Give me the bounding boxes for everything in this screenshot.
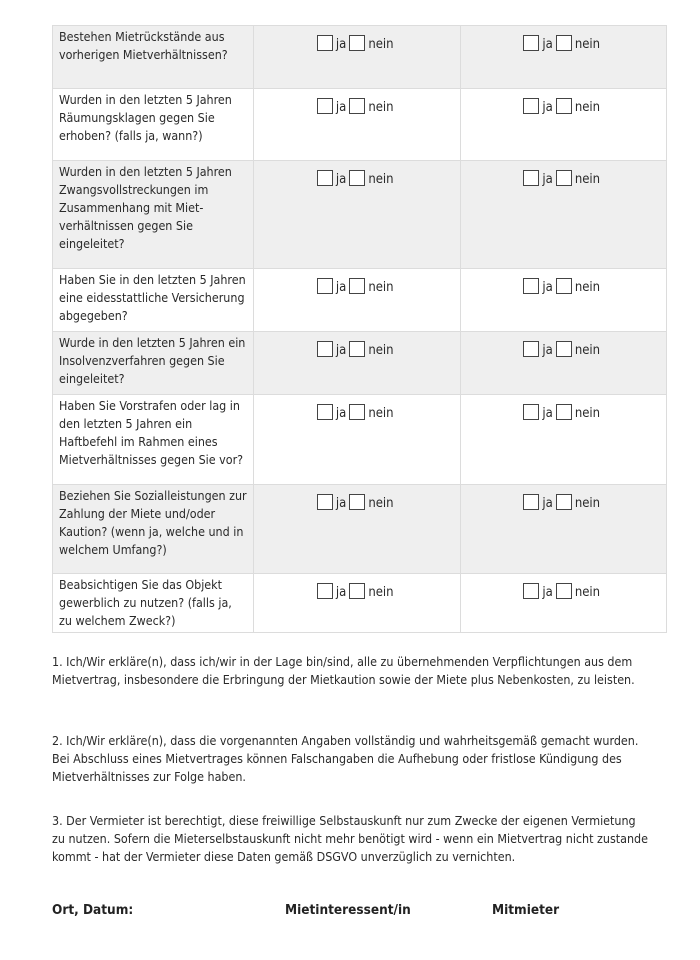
applicant-no-checkbox[interactable] — [349, 278, 365, 294]
co-tenant-answer-cell — [460, 269, 667, 332]
question-text: Beziehen Sie Sozialleistungen zur Zahlung der Miete und/oder Kaution? (wenn ja, welche und in welchem Umfang?) — [53, 485, 254, 574]
applicant-signature-label: Mietinteressent/in — [285, 902, 411, 918]
co-tenant-answer-cell — [460, 26, 667, 89]
yes-label: ja — [335, 496, 347, 511]
applicant-answer-cell — [254, 395, 461, 485]
yes-label: ja — [335, 172, 347, 187]
co-tenant-yes-checkbox[interactable] — [523, 35, 539, 51]
applicant-no-checkbox[interactable] — [349, 341, 365, 357]
applicant-yes-checkbox[interactable] — [317, 404, 333, 420]
table-row — [53, 574, 667, 633]
yes-label: ja — [335, 406, 347, 421]
co-tenant-signature-label: Mitmieter — [492, 902, 560, 918]
questions-table — [52, 25, 667, 633]
applicant-answer-cell — [254, 269, 461, 332]
no-label: nein — [368, 343, 394, 358]
no-label: nein — [574, 496, 601, 511]
declaration-2: 2. Ich/Wir erkläre(n), dass die vorgenannten Angaben vollständig und wahrheitsgemäß gemacht wurden. Bei Abschluss eines Mietvertrages können Falschangaben die Aufhebung oder fristlose Kündigung des Mietverhältnisses zur Folge haben. — [52, 733, 639, 784]
yes-label: ja — [335, 100, 347, 115]
question-text: Beabsichtigen Sie das Objekt gewerblich zu nutzen? (falls ja, zu welchem Zweck?) — [53, 574, 254, 633]
co-tenant-no-checkbox[interactable] — [556, 494, 572, 510]
co-tenant-yes-checkbox[interactable] — [523, 278, 539, 294]
applicant-answer-cell — [254, 332, 461, 395]
applicant-yes-checkbox[interactable] — [317, 35, 333, 51]
table-row — [53, 161, 667, 269]
no-label: nein — [368, 406, 394, 421]
applicant-answer-cell — [254, 89, 461, 161]
applicant-yes-checkbox[interactable] — [317, 98, 333, 114]
yes-label: ja — [542, 496, 553, 511]
co-tenant-yes-checkbox[interactable] — [523, 404, 539, 420]
no-label: nein — [368, 100, 394, 115]
question-text: Haben Sie in den letzten 5 Jahren eine eidesstattliche Versicherung abgegeben? — [53, 269, 254, 332]
applicant-answer-cell — [254, 161, 461, 269]
no-label: nein — [574, 172, 601, 187]
question-text: Wurden in den letzten 5 Jahren Räumungsklagen gegen Sie erhoben? (falls ja, wann?) — [53, 89, 254, 161]
co-tenant-answer-cell — [460, 332, 667, 395]
yes-label: ja — [335, 585, 347, 600]
question-text: Bestehen Mietrückstände aus vorherigen Mietverhältnissen? — [53, 26, 254, 89]
applicant-no-checkbox[interactable] — [349, 98, 365, 114]
yes-label: ja — [335, 343, 347, 358]
no-label: nein — [368, 37, 394, 52]
co-tenant-yes-checkbox[interactable] — [523, 583, 539, 599]
co-tenant-yes-checkbox[interactable] — [523, 494, 539, 510]
co-tenant-answer-cell — [460, 395, 667, 485]
place-date-label: Ort, Datum: — [52, 902, 134, 918]
table-row — [53, 269, 667, 332]
applicant-answer-cell — [254, 485, 461, 574]
co-tenant-yes-checkbox[interactable] — [523, 98, 539, 114]
no-label: nein — [574, 343, 601, 358]
no-label: nein — [574, 585, 601, 600]
table-row — [53, 89, 667, 161]
co-tenant-no-checkbox[interactable] — [556, 341, 572, 357]
co-tenant-no-checkbox[interactable] — [556, 278, 572, 294]
no-label: nein — [574, 37, 601, 52]
question-text: Wurde in den letzten 5 Jahren ein Insolvenzverfahren gegen Sie eingeleitet? — [53, 332, 254, 395]
table-row — [53, 26, 667, 89]
applicant-no-checkbox[interactable] — [349, 170, 365, 186]
co-tenant-no-checkbox[interactable] — [556, 170, 572, 186]
question-text: Wurden in den letzten 5 Jahren Zwangsvollstreckungen im Zusammenhang mit Miet-verhältnissen gegen Sie eingeleitet? — [53, 161, 254, 269]
yes-label: ja — [542, 585, 553, 600]
applicant-yes-checkbox[interactable] — [317, 341, 333, 357]
co-tenant-no-checkbox[interactable] — [556, 404, 572, 420]
applicant-yes-checkbox[interactable] — [317, 170, 333, 186]
applicant-answer-cell — [254, 574, 461, 633]
yes-label: ja — [542, 406, 553, 421]
co-tenant-answer-cell — [460, 89, 667, 161]
yes-label: ja — [542, 172, 553, 187]
co-tenant-no-checkbox[interactable] — [556, 35, 572, 51]
yes-label: ja — [335, 37, 347, 52]
declaration-1: 1. Ich/Wir erkläre(n), dass ich/wir in der Lage bin/sind, alle zu übernehmenden Verpflichtungen aus dem Mietvertrag, insbesondere die Erbringung der Mietkaution sowie der Miete plus Nebenkosten, zu leisten. — [52, 654, 635, 687]
declaration-3: 3. Der Vermieter ist berechtigt, diese freiwillige Selbstauskunft nur zum Zwecke der eigenen Vermietung zu nutzen. Sofern die Mieterselbstauskunft nicht mehr benötigt wird - wenn ein Mietvertrag nicht zustande kommt - hat der Vermieter diese Daten gemäß DSGVO unverzüglich zu vernichten. — [52, 813, 648, 864]
no-label: nein — [368, 172, 394, 187]
co-tenant-no-checkbox[interactable] — [556, 98, 572, 114]
applicant-no-checkbox[interactable] — [349, 494, 365, 510]
applicant-yes-checkbox[interactable] — [317, 583, 333, 599]
yes-label: ja — [542, 100, 553, 115]
applicant-no-checkbox[interactable] — [349, 35, 365, 51]
applicant-yes-checkbox[interactable] — [317, 278, 333, 294]
no-label: nein — [368, 496, 394, 511]
applicant-answer-cell — [254, 26, 461, 89]
no-label: nein — [368, 585, 394, 600]
no-label: nein — [574, 100, 601, 115]
co-tenant-answer-cell — [460, 485, 667, 574]
yes-label: ja — [542, 280, 553, 295]
co-tenant-answer-cell — [460, 574, 667, 633]
co-tenant-yes-checkbox[interactable] — [523, 341, 539, 357]
no-label: nein — [574, 280, 601, 295]
no-label: nein — [368, 280, 394, 295]
yes-label: ja — [542, 343, 553, 358]
table-row — [53, 395, 667, 485]
question-text: Haben Sie Vorstrafen oder lag in den letzten 5 Jahren ein Haftbefehl im Rahmen eines Mietverhältnisses gegen Sie vor? — [53, 395, 254, 485]
co-tenant-answer-cell — [460, 161, 667, 269]
yes-label: ja — [542, 37, 553, 52]
yes-label: ja — [335, 280, 347, 295]
table-row — [53, 332, 667, 395]
table-row — [53, 485, 667, 574]
no-label: nein — [574, 406, 601, 421]
applicant-yes-checkbox[interactable] — [317, 494, 333, 510]
co-tenant-no-checkbox[interactable] — [556, 583, 572, 599]
co-tenant-yes-checkbox[interactable] — [523, 170, 539, 186]
applicant-no-checkbox[interactable] — [349, 583, 365, 599]
applicant-no-checkbox[interactable] — [349, 404, 365, 420]
